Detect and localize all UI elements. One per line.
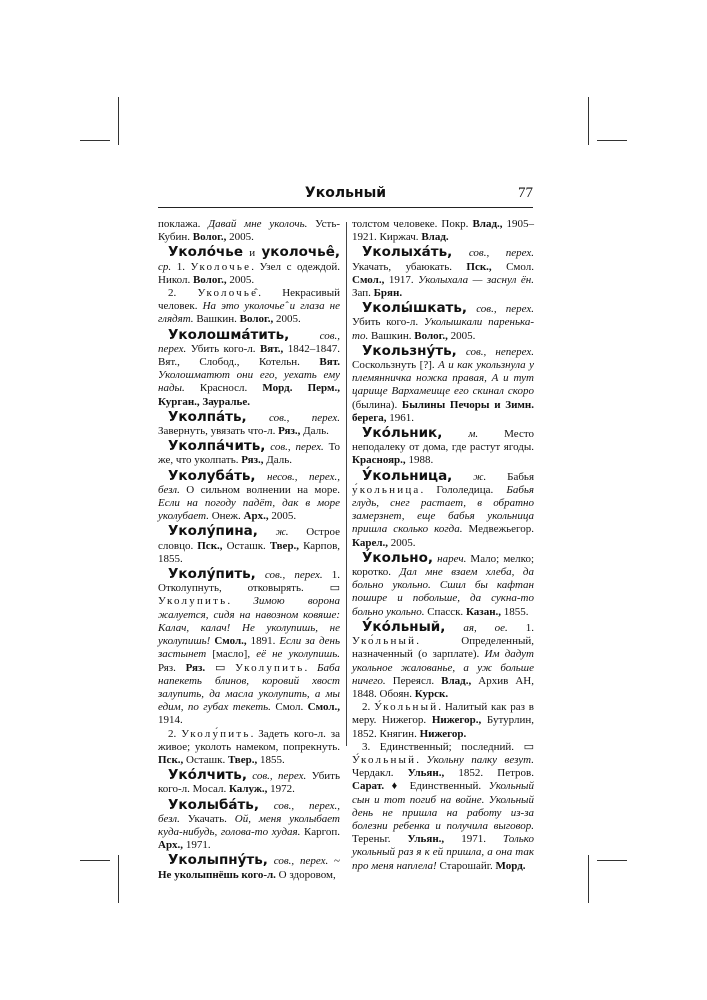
- crop-mark: [118, 855, 119, 903]
- entry-paragraph: 3. Единственный; последний. ▭ У́кольный. Укольну палку везут. Чердакл. Ульян., 1852. Петров. Сарат. ♦ Единственный. Укольный сын и тот погиб на войне. Укольный день не пришла на работу из-за болезни ребенка и получила выговор. Тереньг. Ульян., 1971. Только укольный раз я к ей пришла, а она так про меня наплела! Старошайг. Морд.: [352, 740, 534, 872]
- dictionary-entry: Уко́лчить, сов., перех. Убить кого-л. Мосал. Калуж., 1972.: [158, 767, 341, 796]
- dictionary-entry: Уколпа́чить, сов., перех. То же, что уколпать. Ряз., Даль.: [158, 438, 340, 467]
- headword: Уколо́чье: [168, 244, 243, 261]
- entry-paragraph: поклажа. Давай мне уколочь. Усть-Кубин. Волог., 2005.: [158, 218, 340, 244]
- dictionary-entry: У́ко́льный, ая, ое. 1. Уко́льный. Определенный, назначенный (о зарплате). Им дадут укольное жалованье, а уж больше ничего. Переясл. Влад., Архив АН, 1848. Обоян. Курск.: [352, 618, 535, 700]
- column-divider: [346, 222, 347, 746]
- crop-mark: [80, 860, 110, 861]
- entry-paragraph: 2. Уколу́пить. Задеть кого-л. за живое; уколоть намеком, попрекнуть. Пск., Осташк. Твер., 1855.: [158, 727, 340, 766]
- headword: Уко́лчить,: [168, 767, 247, 784]
- dictionary-entry: Уколуба́ть, несов., перех., безл. О сильном волнении на море. Если на погоду падёт, дак в море уколубает. Онеж. Арх., 2005.: [158, 467, 340, 523]
- page-number: 77: [518, 185, 533, 201]
- dictionary-entry: У́кольница, ж. Бабья у́кольница. Гололедица. Бабья глудь, снег растает, в обратно замерзнет, еще бабья укольница пришла сколько когда. Медвежьегор. Карел., 2005.: [352, 467, 535, 549]
- entry-paragraph: 2. У́кольный. Налитый как раз в меру. Нижегор. Нижегор., Бутурлин, 1852. Княгин. Нижегор.: [352, 701, 534, 740]
- crop-mark: [118, 97, 119, 145]
- dictionary-entry: Уколпа́ть, сов., перех. Завернуть, увязать что-л. Ряз., Даль.: [158, 408, 340, 438]
- headword: Уколыба́ть,: [168, 796, 259, 813]
- headword: У́кольница,: [362, 467, 453, 484]
- headword: Уколу́пить,: [168, 566, 256, 583]
- headword: Уко́льник,: [362, 425, 443, 442]
- crop-mark: [597, 860, 627, 861]
- dictionary-entry: Уколу́пить, сов., перех. 1. Отколупнуть, отковырять. ▭ Уколупить. Зимою ворона жалуется, сидя на навозном ковяше: Калач, калач! Не уколупишь, не уколупишь! Смол., 1891. Если за день застынет [масло], её не уколупишь. Ряз. Ряз. ▭ Уколупить. Баба напекеть блинов, коровий хвост залупить, да масла уколупить, а мы едим, по губах текеть. Смол. Смол., 1914.: [158, 566, 341, 727]
- headword: уколочье̂,: [261, 244, 340, 261]
- headword: Уколыха́ть,: [362, 244, 453, 261]
- dictionary-entry: Уколо́чье и уколочье̂, ср. 1. Уколочье. Узел с одеждой. Никол. Волог., 2005.: [158, 244, 340, 286]
- headword: Уколуба́ть,: [168, 467, 256, 484]
- crop-mark: [588, 97, 589, 145]
- crop-mark: [588, 855, 589, 903]
- crop-mark: [597, 140, 627, 141]
- headword: Уколу́пина,: [168, 523, 258, 540]
- header-rule: [158, 207, 533, 208]
- headword: Уколы́шкать,: [362, 300, 468, 317]
- dictionary-entry: Уколошма́тить, сов., перех. Убить кого-л. Вят., 1842–1847. Вят., Слобод., Котельн. Вят. Уколошматют они его, уехать ему нады. Красносл. Морд. Перм., Курган., Зауралье.: [158, 326, 341, 408]
- dictionary-entry: Уколыпну́ть, сов., перех. ~ Не уколыпнёшь кого-л. О здоровом,: [158, 852, 341, 881]
- headword: Уколошма́тить,: [168, 326, 290, 343]
- dictionary-entry: Уколыба́ть, сов., перех., безл. Укачать. Ой, меня уколыбает куда-нибудь, голова-то худая. Каргоп. Арх., 1971.: [158, 796, 341, 852]
- entry-paragraph: толстом человеке. Покр. Влад., 1905–1921. Киржач. Влад.: [352, 218, 535, 244]
- right-column: [352, 218, 534, 873]
- dictionary-entry: Уколы́шкать, сов., перех. Убить кого-л. Уколышкали паренька-то. Вашкин. Волог., 2005.: [352, 300, 534, 342]
- headword: Уколыпну́ть,: [168, 852, 268, 869]
- dictionary-entry: Уко́льник, м. Место неподалеку от дома, где растут ягоды. Краснояр., 1988.: [352, 425, 535, 467]
- headword: Уколпа́чить,: [168, 438, 266, 455]
- crop-mark: [80, 140, 110, 141]
- headword: Укользну́ть,: [362, 342, 457, 359]
- headword: У́кольно,: [362, 549, 434, 566]
- entry-paragraph: 2. Уколочье̂. Некрасивый человек. На это уколочье̂ и глаза не глядят. Вашкин. Волог., 2005.: [158, 287, 340, 326]
- left-column: [158, 218, 340, 882]
- dictionary-entry: Уколу́пина, ж. Острое словцо. Пск., Осташк. Твер., Карпов, 1855.: [158, 523, 341, 565]
- running-header: [158, 187, 533, 205]
- headword: У́ко́льный,: [362, 618, 446, 635]
- headword: Уколпа́ть,: [168, 408, 247, 425]
- dictionary-entry: У́кольно, нареч. Мало; мелко; коротко. Дал мне взаем хлеба, да больно укольно. Сшил бы кафтан пошире и побольше, да сукна-то больно укольно. Спасск. Казан., 1855.: [352, 549, 535, 618]
- dictionary-entry: Укользну́ть, сов., неперех. Соскользнуть [?]. А и как укользнула у племянничка ножка правая, А и тут царище Вархамеище его скинал скоро (былина). Былины Печоры и Зимн. берега, 1961.: [352, 342, 534, 424]
- dictionary-entry: Уколыха́ть, сов., перех. Укачать, убаюкать. Пск., Смол. Смол., 1917. Уколыхала — заснул ён. Зап. Брян.: [352, 244, 535, 300]
- running-head-title: Укольный: [304, 185, 387, 201]
